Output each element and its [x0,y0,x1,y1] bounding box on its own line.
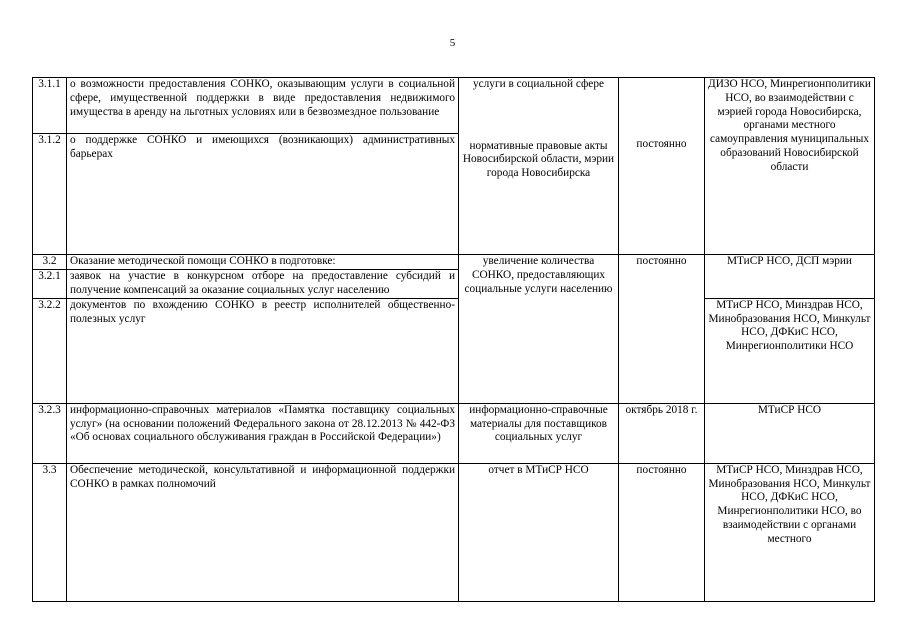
row-result-text: нормативные правовые акты Новосибирской области, мэрии города Новосибирска [462,139,615,180]
row-executor: ДИЗО НСО, Минрегионполитики НСО, во взаимодействии с мэрией города Новосибирска, органами местного самоуправления муниципальных образований Новосибирской области [705,78,875,255]
row-executor: МТиСР НСО, Минздрав НСО, Минобразования НСО, Минкульт НСО, ДФКиС НСО, Минрегионполитики НСО, во взаимодействии с органами местного [705,463,875,601]
page-number: 5 [449,37,456,49]
row-term: октябрь 2018 г. [619,403,705,463]
table-row [33,298,875,403]
row-number: 3.1.2 [33,134,67,255]
row-result: информационно-справочные материалы для поставщиков социальных услуг [459,403,619,463]
row-result: отчет в МТиСР НСО [459,463,619,601]
row-term [619,78,705,255]
row-executor: МТиСР НСО [705,403,875,463]
table-row [33,463,875,601]
row-number: 3.2 [33,255,67,270]
row-term: постоянно [619,255,705,404]
row-name: о возможности предоставления СОНКО, оказывающим услуги в социальной сфере, имущественной поддержки в виде предоставления недвижимого имущества в аренду на льготных условиях или в безвозмездное пользование [67,78,459,134]
table-row [33,78,875,134]
row-result: увеличение количества СОНКО, предоставляющих социальные услуги населению [459,255,619,404]
row-term: постоянно [619,463,705,601]
row-name: Оказание методической помощи СОНКО в подготовке: [67,255,459,270]
row-result: услуги в социальной сфере [459,78,619,134]
plan-table [32,77,875,602]
row-name: о поддержке СОНКО и имеющихся (возникающих) административных барьерах [67,134,459,255]
row-name: документов по вхождению СОНКО в реестр исполнителей общественно-полезных услуг [67,298,459,403]
row-number: 3.2.1 [33,269,67,298]
row-name: Обеспечение методической, консультативной и информационной поддержки СОНКО в рамках полномочий [67,463,459,601]
row-number: 3.2.3 [33,403,67,463]
row-term-text: постоянно [636,138,687,150]
row-number: 3.3 [33,463,67,601]
table-row [33,255,875,270]
row-number: 3.2.2 [33,298,67,403]
row-name: информационно-справочных материалов «Памятка поставщику социальных услуг» (на основании положений Федерального закона от 28.12.2013 № 442-ФЗ «Об основах социального обслуживания граждан в Российской Федерации») [67,403,459,463]
row-executor: МТиСР НСО, ДСП мэрии [705,255,875,299]
row-name: заявок на участие в конкурсном отборе на предоставление субсидий и получение компенсаций за оказание социальных услуг населению [67,269,459,298]
row-result [459,134,619,255]
row-executor: МТиСР НСО, Минздрав НСО, Минобразования НСО, Минкульт НСО, ДФКиС НСО, Минрегионполитики НСО [705,298,875,403]
row-number: 3.1.1 [33,78,67,134]
table-row [33,403,875,463]
